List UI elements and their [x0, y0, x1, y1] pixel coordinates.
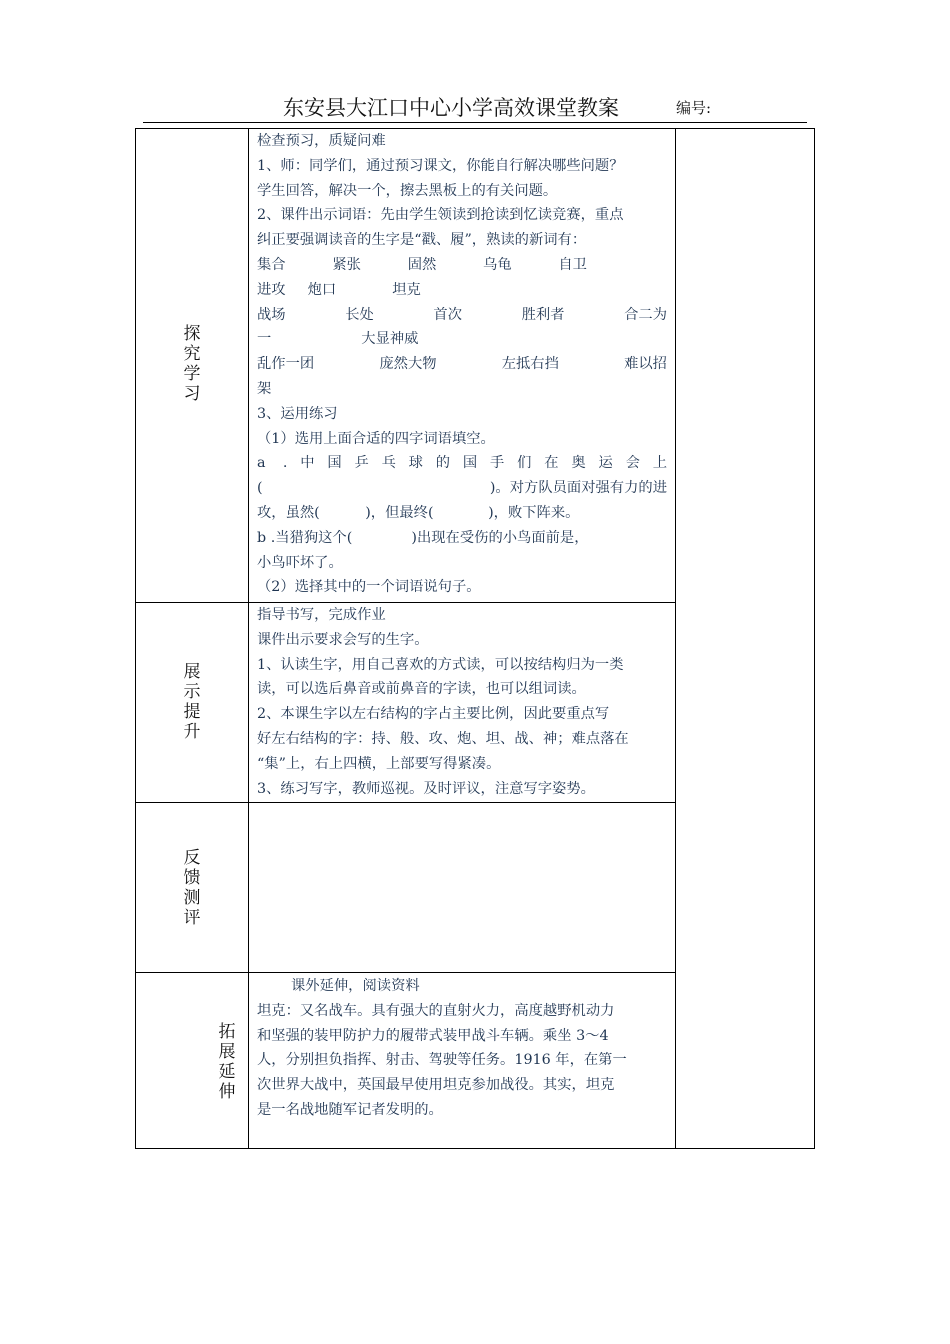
word-row	[257, 278, 667, 303]
content-line: 2、本课生字以左右结构的字占主要比例，因此要重点写	[257, 706, 610, 723]
label-char: 延	[218, 1062, 236, 1082]
section-label-showcase	[135, 662, 249, 742]
exercise-line: b .当猎狗这个( )出现在受伤的小鸟面前是，	[257, 529, 589, 546]
document-header	[143, 92, 807, 123]
label-char: 反	[183, 848, 201, 868]
label-char: 拓	[218, 1022, 236, 1042]
label-char: 升	[183, 722, 201, 742]
section-content-explore	[257, 129, 667, 600]
label-char: 提	[183, 702, 201, 722]
content-line: 1、认读生字，用自己喜欢的方式读，可以按结构归为一类	[257, 656, 624, 673]
word: 首次	[433, 306, 462, 323]
label-char: 测	[183, 888, 201, 908]
content-line: 坦克：又名战车。具有强大的直射火力，高度越野机动力	[257, 1002, 615, 1019]
content-line: 读，可以选后鼻音或前鼻音的字读，也可以组词读。	[257, 681, 586, 698]
row-divider-3	[135, 972, 676, 973]
document-number-label: 编号:	[676, 99, 712, 117]
section-label-feedback	[135, 848, 249, 928]
word-row	[257, 303, 667, 328]
word: 进攻	[257, 281, 286, 298]
word: 大显神威	[361, 331, 419, 348]
label-char: 探	[183, 324, 201, 344]
notes-column	[676, 129, 814, 1148]
label-char: 究	[183, 344, 201, 364]
content-line: （2）选择其中的一个词语说句子。	[257, 579, 481, 596]
word: 乌龟	[483, 256, 512, 273]
label-char: 展	[183, 662, 201, 682]
word-row	[257, 327, 667, 352]
label-char: 示	[183, 682, 201, 702]
table-divider-label	[248, 128, 249, 1149]
word: 难以招	[624, 356, 667, 373]
table-border-left	[135, 128, 136, 1149]
section-label-explore	[135, 324, 249, 404]
content-line: （1）选用上面合适的四字词语填空。	[257, 430, 495, 447]
exercise-line: 小鸟吓坏了。	[257, 554, 343, 571]
table-border-right	[814, 128, 815, 1149]
exercise-line	[257, 476, 667, 501]
word-row: 架	[257, 380, 272, 397]
content-line: 课件出示要求会写的生字。	[257, 631, 429, 648]
blank-open: (	[257, 480, 263, 497]
word: 炮口	[307, 281, 337, 298]
exercise-text: )。对方队员面对强有力的进	[489, 480, 667, 497]
label-char: 馈	[183, 868, 201, 888]
content-line: 是一名战地随军记者发明的。	[257, 1101, 443, 1118]
document-title: 东安县大江口中心小学高效课堂教案	[283, 96, 619, 120]
content-line: 人，分别担负指挥、射击、驾驶等任务。1916 年，在第一	[257, 1052, 627, 1069]
label-char: 展	[218, 1042, 236, 1062]
word: 庞然大物	[379, 356, 437, 373]
word: 集合	[257, 256, 286, 273]
content-line: 纠正要强调读音的生字是“戳、履”，熟读的新词有：	[257, 232, 587, 249]
label-char: 学	[183, 364, 201, 384]
exercise-line: a .中国乒乓球的国手们在奥运会上	[257, 455, 667, 472]
word: 紧张	[332, 256, 361, 273]
label-char: 评	[183, 908, 201, 928]
word: 乱作一团	[257, 356, 315, 373]
word: 胜利者	[521, 306, 565, 323]
content-line: 检查预习，质疑问难	[257, 133, 386, 149]
word: 合二为	[624, 306, 667, 323]
word: 战场	[257, 306, 286, 323]
word-row	[257, 352, 667, 377]
content-line: 指导书写，完成作业	[257, 607, 386, 623]
word: 固然	[407, 256, 437, 273]
table-border-bottom	[135, 1148, 815, 1149]
content-line: 和坚强的装甲防护力的履带式装甲战斗车辆。乘坐 3～4	[257, 1027, 609, 1044]
label-char: 伸	[218, 1082, 236, 1102]
content-line: 3、运用练习	[257, 405, 338, 422]
content-line: 2、课件出示词语：先由学生领读到抢读到忆读竞赛，重点	[257, 207, 624, 224]
content-line: 3、练习写字，教师巡视。及时评议，注意写字姿势。	[257, 780, 595, 797]
section-content-showcase	[257, 603, 667, 801]
word: 长处	[345, 306, 374, 323]
content-line: 次世界大战中，英国最早使用坦克参加战役。其实，坦克	[257, 1077, 615, 1094]
section-content-feedback	[257, 803, 667, 971]
content-heading: 课外延伸，阅读资料	[291, 978, 420, 994]
exercise-line: 攻，虽然( )，但最终( )，败下阵来。	[257, 504, 580, 521]
label-char: 习	[183, 384, 201, 404]
content-line: 学生回答，解决一个，擦去黑板上的有关问题。	[257, 182, 558, 199]
word: 自卫	[558, 256, 587, 273]
word-row	[257, 253, 587, 278]
content-line: “集”上，右上四横，上部要写得紧凑。	[257, 755, 501, 772]
content-line: 1、师：同学们，通过预习课文，你能自行解决哪些问题？	[257, 157, 624, 174]
section-content-extension	[257, 974, 667, 1123]
word: 左抵右挡	[501, 356, 559, 373]
content-line: 好左右结构的字：持、般、攻、炮、坦、战、神；难点落在	[257, 730, 629, 747]
word: 坦克	[392, 281, 421, 298]
word: 一	[257, 331, 272, 348]
